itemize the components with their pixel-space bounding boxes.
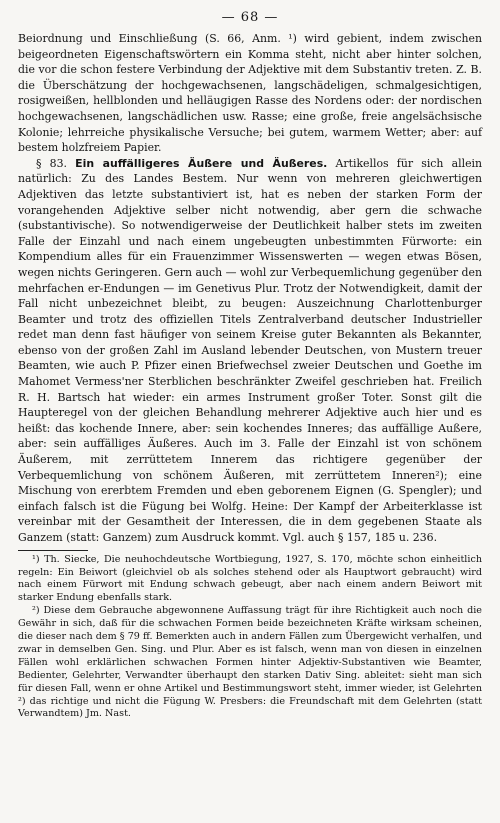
- paragraph-2: [18, 156, 482, 546]
- footnotes: [18, 554, 482, 722]
- footnote-divider: [18, 550, 88, 551]
- section-title: Ein auffälligeres Äußere und Äußeres.: [75, 156, 328, 170]
- section-body: Artikellos für sich allein natürlich: Zu des Landes Bestem. Nur wenn von mehreren gleichwertigen Adjektiven das letzte substantiviert ist, hat es neben der starken Form der vorangehenden Adjektive selber nicht notwendig, aber gern die schwache (substantivische). So notwendigerweise der Deutlichkeit halber stets im zweiten Falle der Einzahl und nach einem ungebeugten unbestimmten Fürworte: ein Kompendium alles für ein Frauenzimmer Wissenswerten — wegen etwas Bösen, wegen nichts Geringeren. Gern auch — wohl zur Verbequemlichung gegenüber den mehrfachen er-Endungen — im Genetivus Plur. Trotz der Notwendigkeit, damit der Fall nicht unbezeichnet bleibt, zu beugen: Auszeichnung Charlottenburger Beamter und trotz des offiziellen Titels Zentralverband deutscher Industrieller redet man denn fast häufiger von seinem Kreise guter Bekannten als Bekannter, ebenso von der großen Zahl im Ausland lebender Deutschen, von Mustern treuer Beamten, wie auch P. Pfizer einen Briefwechsel zweier Deutschen und Goethe im Mahomet Vermess'ner Sterblichen beschränkter Zweifel geschrieben hat. Freilich R. H. Bartsch hat wieder: ein armes Instrument großer Toter. Sonst gilt die Haupteregel von der gleichen Behandlung mehrerer Adjektive auch hier und es heißt: das kochende Innere, aber: sein kochendes Inneres; das auffällige Außere, aber: sein auffälliges Äußeres. Auch im 3. Falle der Einzahl ist von schönem Äußerem, mit zerrüttetem Innerem das richtigere gegenüber der Verbequemlichung von schönem Äußeren, mit zerrüttetem Inneren²); eine Mischung von ererbtem Fremden und eben geborenem Eignen (G. Spengler); und einfach falsch ist die Fügung bei Wolfg. Heine: Der Kampf der Arbeiterklasse ist vereinbar mit der Gesamtheit der Interessen, die in dem gegebenen Staate als Ganzem (statt: Ganzem) zum Ausdruck kommt. Vgl. auch § 157, 185 u. 236.: [18, 156, 483, 544]
- paragraph-1: Beiordnung und Einschließung (S. 66, Anm. ¹) wird gebient, indem zwischen beigeordneten Eigenschaftswörtern ein Komma steht, nicht aber hinter solchen, die vor die schon festere Verbindung der Adjektive mit dem Substantiv treten. Z. B. die Überschätzung der hochgewachsenen, langschädeligen, schmalgesichtigen, rosigweißen, hellblonden und helläugigen Rasse des Nordens oder: der nordischen hochgewachsenen, langschädlichen usw. Rasse; eine große, freie angelsächsische Kolonie; lehrreiche physikalische Versuche; bei gutem, warmem Wetter; aber: auf bestem holzfreiem Papier.: [18, 32, 482, 155]
- section-number: § 83.: [36, 156, 67, 170]
- main-text: [18, 31, 482, 546]
- page-number: — 68 —: [221, 10, 279, 25]
- footnote-2: ²) Diese dem Gebrauche abgewonnene Auffassung trägt für ihre Richtigkeit auch noch die Gewähr in sich, daß für die schwachen Formen beide bezeichneten Kräfte wirksam scheinen, die dieser nach dem § 79 ff. Bemerkten auch in andern Fällen zum Übergewicht verhalfen, und zwar in demselben Gen. Sing. und Plur. Aber es ist falsch, wenn man von diesen in einzelnen Fällen wohl erklärlichen schwachen Formen hinter Adjektiv-Substantiven wie Beamter, Bedienter, Gelehrter, Verwandter überhaupt den starken Dativ Sing. ableitet: sieht man sich für diesen Fall, wenn er ohne Artikel und Bestimmungswort steht, immer wieder, ist Gelehrten ²) das richtige und nicht die Fügung W. Presbers: die Freundschaft mit dem Gelehrten (statt Verwandtem) Jm. Nast.: [18, 605, 482, 720]
- footnote-1: ¹) Th. Siecke, Die neuhochdeutsche Wortbiegung, 1927, S. 170, möchte schon einheitlich regeln: Ein Beiwort (gleichviel ob als solches stehend oder als Hauptwort gebraucht) wird nach einem Fürwort mit Endung schwach gebeugt, aber nach einem andern Beiwort mit starker Endung ebenfalls stark.: [18, 553, 482, 604]
